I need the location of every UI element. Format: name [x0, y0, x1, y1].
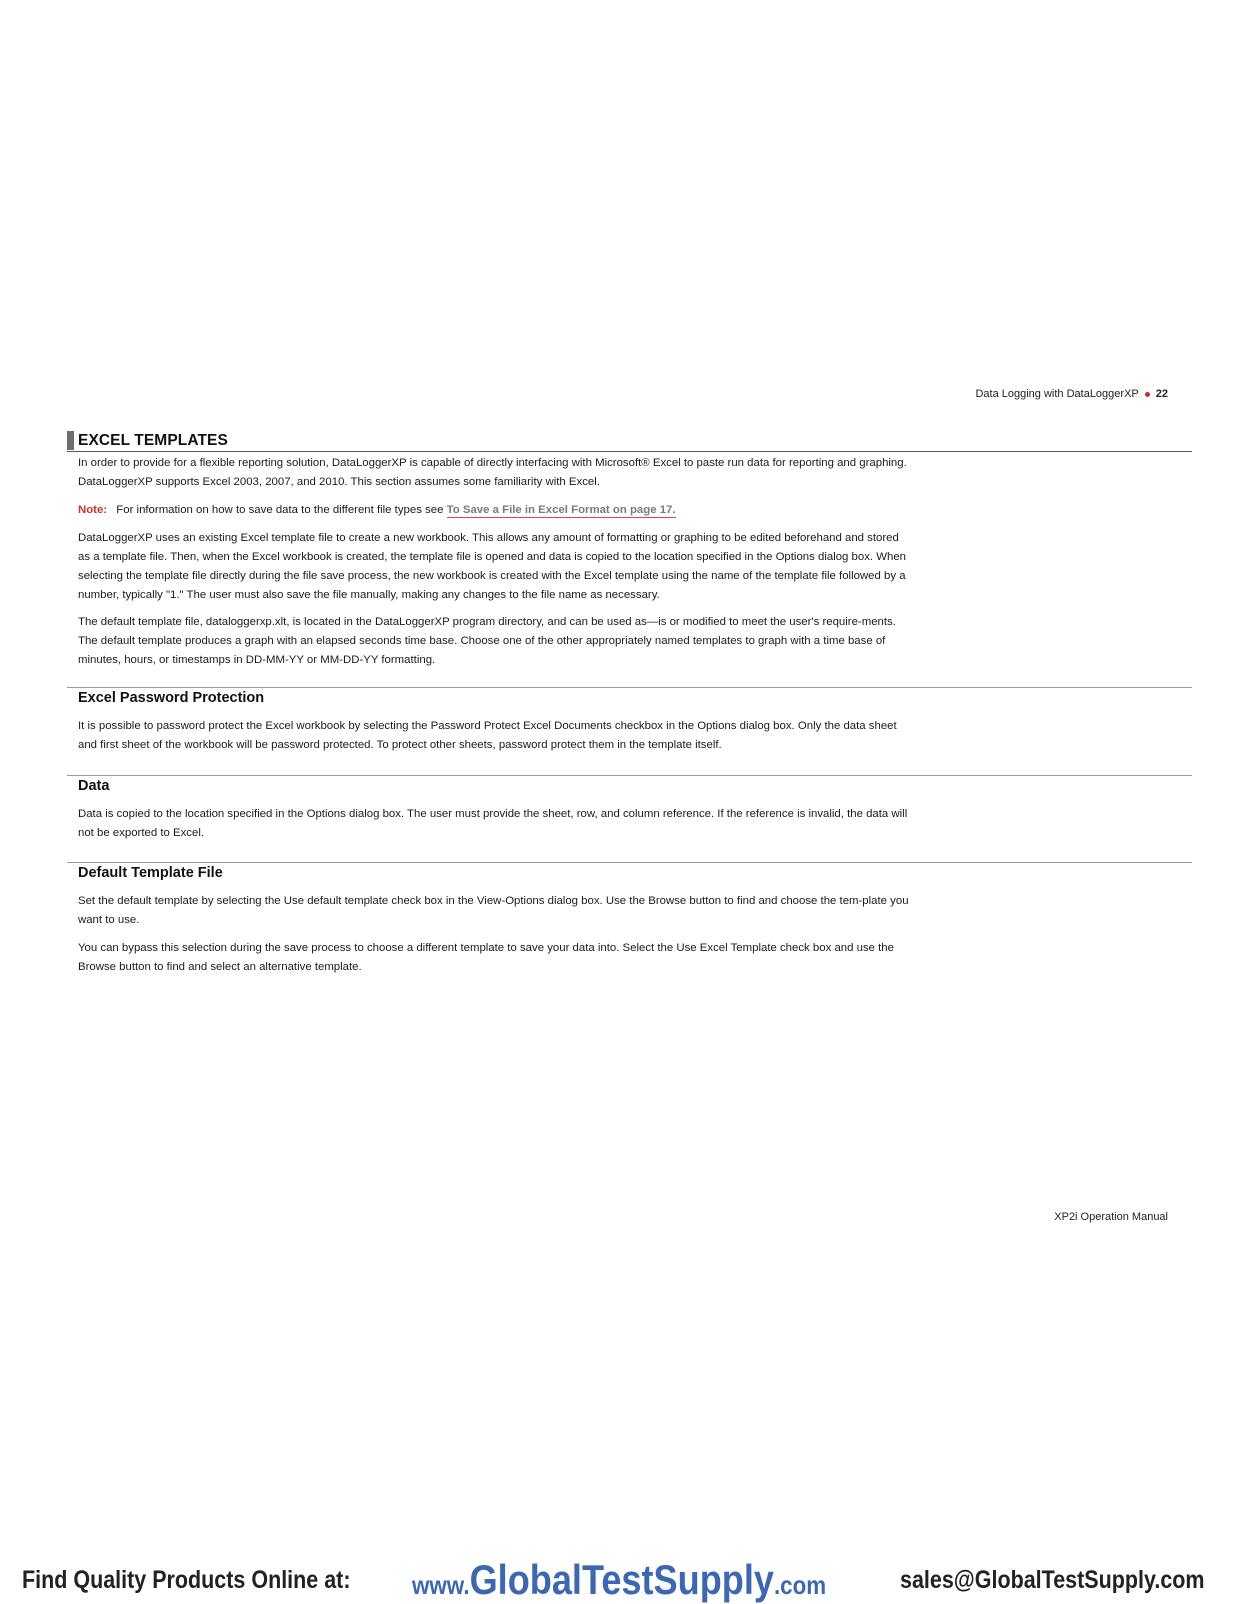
password-heading: Excel Password Protection	[78, 690, 265, 706]
banner-email-link[interactable]: sales@GlobalTestSupply.com	[900, 1566, 1205, 1594]
site-name: GlobalTestSupply	[469, 1556, 774, 1603]
default-template-paragraph: The default template file, dataloggerxp.xlt, is located in the DataLoggerXP program directory, and can be used as—is or modified to meet the user's require-ments. The default template produces a graph with an elapsed seconds time base. Choose one of the other appropriately named templates to graph with a time base of minutes, hours, or timestamps in DD-MM-YY or MM-DD-YY formatting.	[78, 616, 896, 666]
data-paragraph: Data is copied to the location specified in the Options dialog box. The user must provide the sheet, row, and column reference. If the reference is invalid, the data will not be exported to Excel.	[78, 808, 908, 839]
note-text: For information on how to save data to the different file types see	[116, 504, 444, 516]
default-template-heading: Default Template File	[78, 865, 223, 881]
site-prefix: www.	[412, 1570, 470, 1600]
banner-find-text: Find Quality Products Online at:	[22, 1566, 351, 1594]
data-block	[78, 805, 910, 843]
password-block	[78, 717, 910, 755]
section-marker	[67, 431, 74, 450]
default-template-paragraph-2: You can bypass this selection during the save process to choose a different template to save your data into. Select the Use Excel Template check box and use the Browse button to find and select an alternative template.	[78, 942, 894, 973]
promo-banner	[0, 1556, 1237, 1603]
banner-website-link[interactable]	[412, 1556, 826, 1604]
note-line	[78, 501, 910, 520]
template-paragraph: DataLoggerXP uses an existing Excel template file to create a new workbook. This allows any amount of formatting or graphing to be edited beforehand and stored as a template file. Then, when the Excel workbook is created, the template file is opened and data is copied to the location specified in the Options dialog box. When selecting the template file directly during the file save process, the new workbook is created with the Excel template using the name of the template file followed by a number, typically "1." The user must also save the file manually, making any changes to the file name as necessary.	[78, 532, 907, 601]
default-template-paragraph-1: Set the default template by selecting the Use default template check box in the View-Options dialog box. Use the Browse button to find and choose the tem-plate you want to use.	[78, 895, 909, 926]
divider	[67, 775, 1192, 776]
password-paragraph: It is possible to password protect the Excel workbook by selecting the Password Protect Excel Documents checkbox in the Options dialog box. Only the data sheet and first sheet of the workbook will be password protected. To protect other sheets, password protect them in the template itself.	[78, 720, 897, 751]
section-title-bar	[67, 430, 1192, 452]
default-template-block	[78, 892, 910, 930]
paragraph-2-block	[78, 529, 910, 605]
running-title: Data Logging with DataLoggerXP	[975, 388, 1139, 400]
section-title: EXCEL TEMPLATES	[78, 432, 228, 449]
note-link[interactable]: To Save a File in Excel Format on page 17.	[446, 504, 676, 516]
running-header	[975, 388, 1168, 400]
note-label: Note:	[78, 504, 108, 516]
site-suffix: .com	[773, 1570, 827, 1600]
paragraph-3-block	[78, 613, 910, 670]
page-number: 22	[1155, 388, 1168, 400]
bullet-dot-icon	[1145, 392, 1150, 397]
intro-block	[78, 454, 910, 492]
default-template-block-2	[78, 939, 910, 977]
divider	[67, 862, 1192, 863]
data-heading: Data	[78, 778, 110, 794]
manual-name: XP2i Operation Manual	[1054, 1211, 1168, 1223]
intro-paragraph: In order to provide for a flexible reporting solution, DataLoggerXP is capable of directly interfacing with Microsoft® Excel to paste run data for reporting and graphing. DataLoggerXP supports Excel 2003, 2007, and 2010. This section assumes some familiarity with Excel.	[78, 457, 907, 488]
divider	[67, 687, 1192, 688]
note-block	[78, 501, 910, 520]
